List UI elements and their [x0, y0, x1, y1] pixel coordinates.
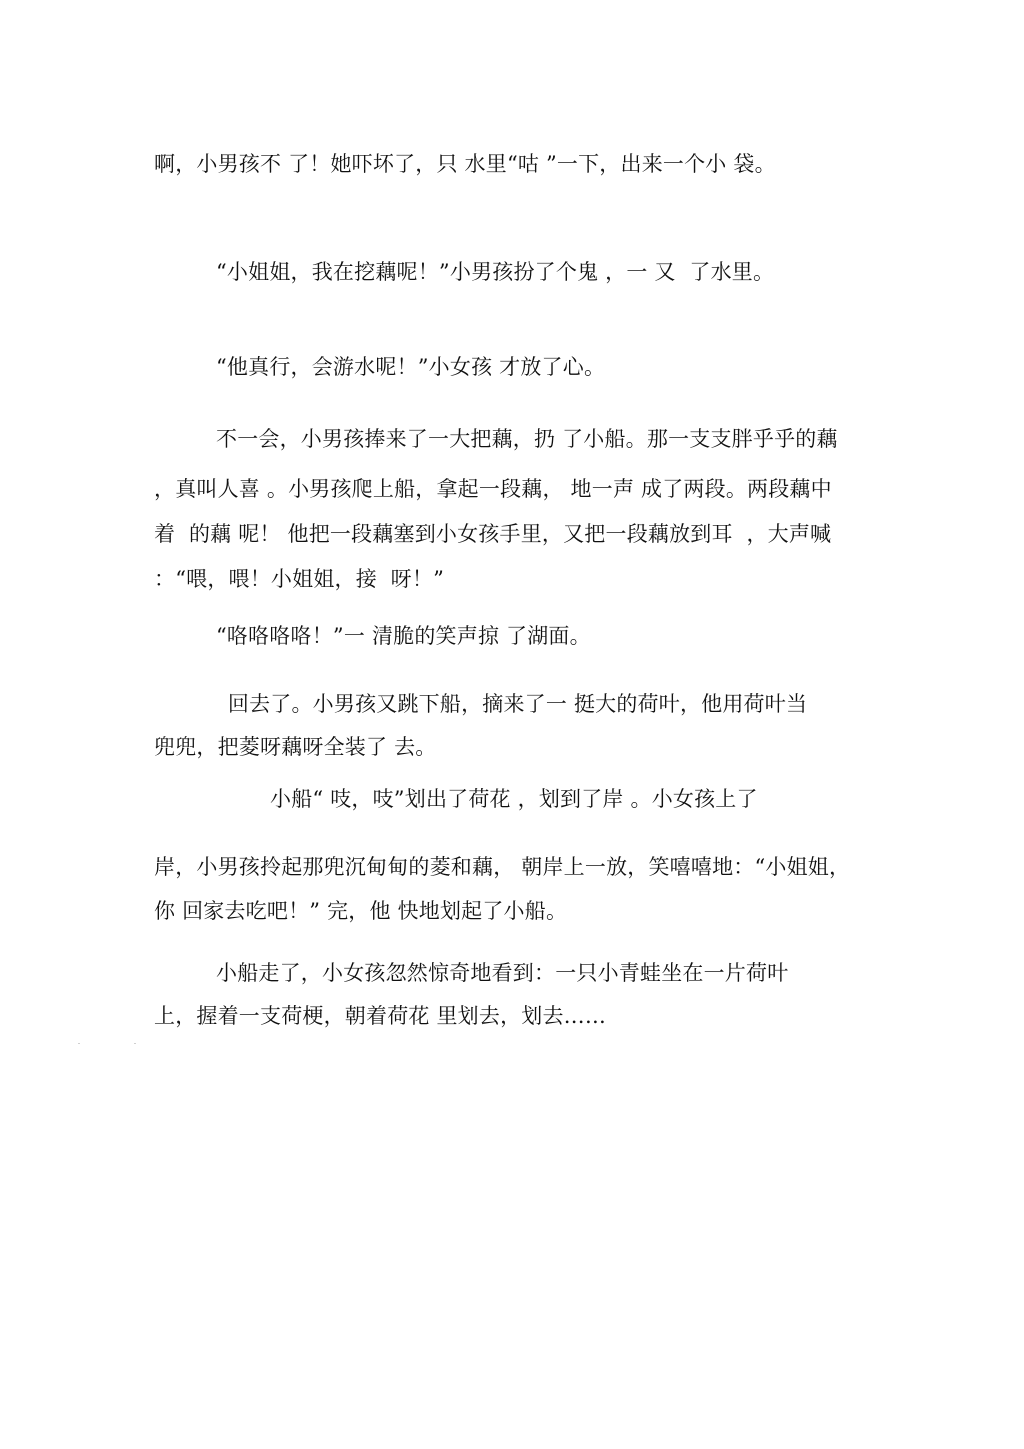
text-line: “咯咯咯咯！”一 清脆的笑声掠 了湖面。 [216, 624, 591, 648]
text-line: 啊，小男孩不 了！她吓坏了，只 水里“咕 ”一下，出来一个小 袋。 [154, 152, 776, 176]
text-line: 上，握着一支荷梗，朝着荷花 里划去，划去…… [154, 1004, 607, 1028]
text-line: 你 回家去吃吧！” 完，他 快地划起了小船。 [154, 899, 568, 923]
text-line: ，真叫人喜 。小男孩爬上船，拿起一段藕， 地一声 成了两段。两段藕中 [154, 477, 832, 501]
text-line: 不一会，小男孩捧来了一大把藕，扔 了小船。那一支支胖乎乎的藕 [216, 427, 838, 451]
text-line: 小船走了，小女孩忽然惊奇地看到：一只小青蛙坐在一片荷叶 [216, 961, 789, 985]
scan-speck [78, 1043, 80, 1044]
text-line: 回去了。小男孩又跳下船，摘来了一 挺大的荷叶，他用荷叶当 [221, 692, 808, 716]
scan-speck [134, 1043, 136, 1044]
text-line: ：“喂，喂！小姐姐，接 呀！” [154, 567, 445, 591]
text-line: 小船“ 吱，吱”划出了荷花 ，划到了岸 。小女孩上了 [270, 787, 758, 811]
text-line: “他真行，会游水呢！”小女孩 才放了心。 [216, 355, 606, 379]
text-line: 兜兜，把菱呀藕呀全装了 去。 [154, 735, 437, 759]
text-line: 岸，小男孩拎起那兜沉甸甸的菱和藕， 朝岸上一放，笑嘻嘻地：“小姐姐， [154, 855, 851, 879]
text-line: 着 的藕 呢！ 他把一段藕塞到小女孩手里，又把一段藕放到耳 ，大声喊 [154, 522, 832, 546]
text-line: “小姐姐，我在挖藕呢！”小男孩扮了个鬼 ，一 又 了水里。 [216, 260, 775, 284]
